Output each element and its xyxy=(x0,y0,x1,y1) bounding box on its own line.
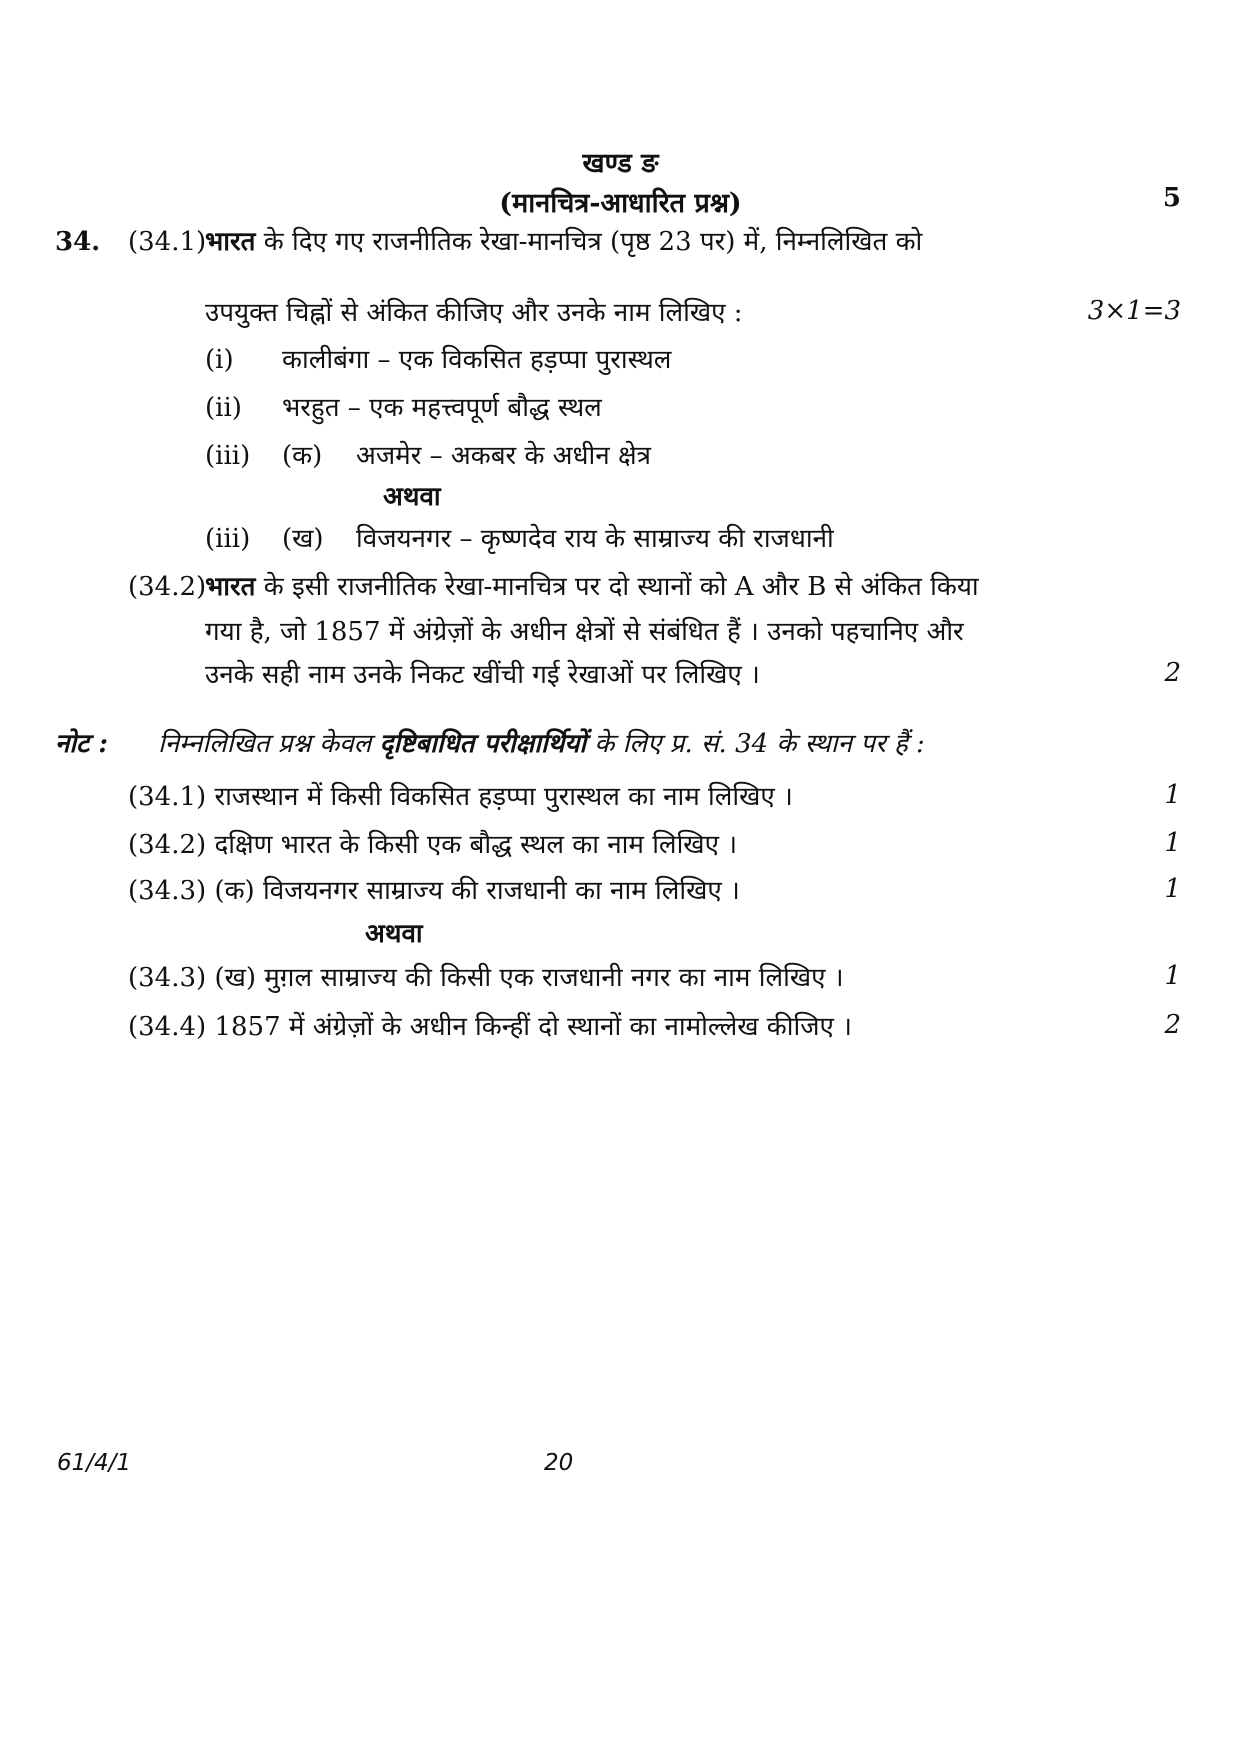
q34-2-line2: गया है, जो 1857 में अंग्रेज़ों के अधीन क्षेत्रों से संबंधित हैं । उनको पहचानिए और xyxy=(205,617,964,647)
q34-1-line1 xyxy=(205,225,995,259)
alt-question-marks: 1 xyxy=(1164,961,1181,991)
q34-1-item-num: (i) xyxy=(205,345,234,375)
or-label: अथवा xyxy=(365,919,423,949)
alt-question-marks: 2 xyxy=(1164,1010,1181,1040)
q34-1-item-sub: (ख) xyxy=(282,524,324,554)
q34-1-item-text: भरहुत – एक महत्त्वपूर्ण बौद्ध स्थल xyxy=(282,393,602,423)
paper-code: 61/4/1 xyxy=(57,1450,132,1476)
note-text xyxy=(158,727,925,761)
q34-2-line1 xyxy=(205,570,979,604)
q34-2-marks: 2 xyxy=(1164,658,1181,688)
alt-question: (34.3) (क) विजयनगर साम्राज्य की राजधानी का नाम लिखिए । xyxy=(128,876,740,906)
note-text-after: के लिए प्र. सं. 34 के स्थान पर हैं : xyxy=(594,729,925,759)
alt-question: (34.1) राजस्थान में किसी विकसित हड़प्पा पुरास्थल का नाम लिखिए । xyxy=(128,782,793,812)
q34-2-bold-word: भारत xyxy=(205,572,256,602)
note-text-before: निम्नलिखित प्रश्न केवल xyxy=(158,729,372,759)
alt-question: (34.3) (ख) मुग़ल साम्राज्य की किसी एक राजधानी नगर का नाम लिखिए । xyxy=(128,963,844,993)
q34-1-bold-word: भारत xyxy=(205,227,256,257)
q34-1-item-num: (ii) xyxy=(205,393,242,423)
q34-1-item-num: (iii) xyxy=(205,441,251,471)
q34-2-line1-rest: के इसी राजनीतिक रेखा-मानचित्र पर दो स्थानों को A और B से अंकित किया xyxy=(263,572,979,602)
question-number: 34. xyxy=(55,227,101,257)
q34-1-marks: 3×1=3 xyxy=(1087,296,1181,326)
q34-1-item-sub: (क) xyxy=(282,441,323,471)
note-label: नोट : xyxy=(55,729,108,759)
q34-1-item-num: (iii) xyxy=(205,524,251,554)
q34-1-line2: उपयुक्त चिह्नों से अंकित कीजिए और उनके नाम लिखिए : xyxy=(205,298,743,328)
q34-2-label: (34.2) xyxy=(128,572,207,602)
alt-question: (34.4) 1857 में अंग्रेज़ों के अधीन किन्हीं दो स्थानों का नामोल्लेख कीजिए । xyxy=(128,1012,853,1042)
section-subtitle: (मानचित्र-आधारित प्रश्न) xyxy=(499,188,742,219)
q34-1-label: (34.1) xyxy=(128,227,207,257)
q34-2-line3: उनके सही नाम उनके निकट खींची गई रेखाओं पर लिखिए । xyxy=(205,660,760,690)
page-number: 20 xyxy=(544,1450,574,1476)
alt-question-marks: 1 xyxy=(1164,780,1181,810)
or-label: अथवा xyxy=(383,482,441,512)
note-text-bold: दृष्टिबाधित परीक्षार्थियों xyxy=(379,729,587,759)
section-title: खण्ड ङ xyxy=(582,148,659,179)
alt-question-marks: 1 xyxy=(1164,874,1181,904)
q34-1-item-text: अजमेर – अकबर के अधीन क्षेत्र xyxy=(356,441,651,471)
q34-1-line1-rest: के दिए गए राजनीतिक रेखा-मानचित्र (पृष्ठ 23 पर) में, निम्नलिखित को xyxy=(263,227,923,257)
section-marks: 5 xyxy=(1162,183,1181,213)
q34-1-item-text: कालीबंगा – एक विकसित हड़प्पा पुरास्थल xyxy=(282,345,672,375)
q34-1-item-text: विजयनगर – कृष्णदेव राय के साम्राज्य की राजधानी xyxy=(356,524,834,554)
alt-question: (34.2) दक्षिण भारत के किसी एक बौद्ध स्थल का नाम लिखिए । xyxy=(128,830,738,860)
alt-question-marks: 1 xyxy=(1164,828,1181,858)
